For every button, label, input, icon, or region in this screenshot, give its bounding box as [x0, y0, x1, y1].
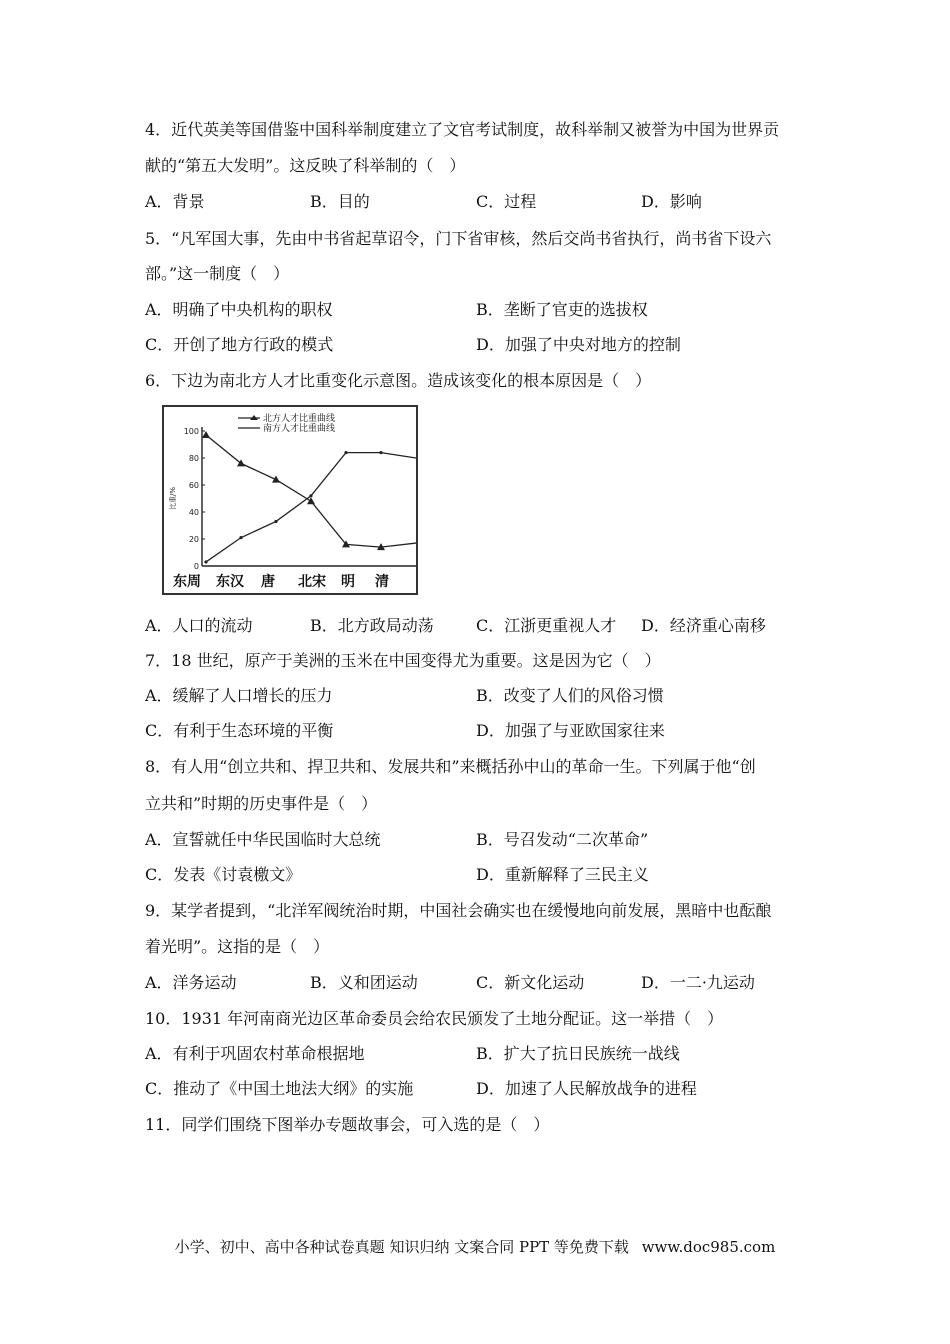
q8-option-c: C．发表《讨袁檄文》 [145, 865, 302, 884]
chart-point-triangle [272, 476, 280, 483]
talent-ratio-chart [162, 405, 418, 595]
chart-point-triangle [202, 431, 210, 438]
chart-series-line [206, 453, 416, 562]
q10-option-c: C．推动了《中国土地法大纲》的实施 [145, 1079, 414, 1098]
chart-series-line [206, 435, 416, 547]
q7-option-a: A．缓解了人口增长的压力 [145, 686, 333, 705]
chart-x-category-label: 东周 [173, 574, 201, 590]
chart-series [202, 431, 416, 564]
q4-option-a: A．背景 [145, 192, 205, 211]
chart-y-tick-label: 60 [188, 481, 199, 490]
legend-label: 北方人才比重曲线 [263, 414, 336, 424]
chart-y-tick-label: 20 [188, 535, 199, 544]
q5-stem-line1: 5．“凡军国大事，先由中书省起草诏令，门下省审核，然后交尚书省执行，尚书省下设六 [145, 229, 772, 248]
q8-stem-line1: 8．有人用“创立共和、捍卫共和、发展共和”来概括孙中山的革命一生。下列属于他“创 [145, 757, 756, 776]
chart-y-tick-label: 0 [193, 562, 199, 571]
chart-point-dot [344, 451, 347, 454]
q6-option-c: C．江浙更重视人才 [476, 616, 617, 635]
q5-option-c: C．开创了地方行政的模式 [145, 335, 334, 354]
chart-point-dot [274, 520, 277, 523]
chart-x-category-label: 清 [375, 574, 389, 590]
q9-option-c: C．新文化运动 [476, 973, 585, 992]
chart-y-tick-label: 80 [188, 454, 199, 463]
page-footer [0, 1237, 950, 1257]
q10-option-a: A．有利于巩固农村革命根据地 [145, 1044, 365, 1063]
q7-option-c: C．有利于生态环境的平衡 [145, 721, 334, 740]
chart-y-tick-label: 100 [183, 427, 199, 436]
chart-x-categories [173, 573, 389, 590]
q9-stem-line1: 9．某学者提到，“北洋军阀统治时期，中国社会确实也在缓慢地向前发展，黑暗中也酝酿 [145, 901, 772, 920]
q8-stem-line2: 立共和”时期的历史事件是（ ） [145, 794, 378, 813]
chart-point-dot [204, 560, 207, 563]
q5-option-b: B．垄断了官吏的选拔权 [476, 300, 648, 319]
q9-option-d: D．一二·九运动 [641, 973, 755, 992]
chart-y-tick-label: 40 [188, 508, 199, 517]
q4-stem-line2: 献的“第五大发明”。这反映了科举制的（ ） [145, 156, 466, 175]
chart-point-dot [239, 536, 242, 539]
q4-option-d: D．影响 [641, 192, 702, 211]
q10-option-b: B．扩大了抗日民族统一战线 [476, 1044, 680, 1063]
chart-legend [238, 412, 335, 434]
q8-option-a: A．宣誓就任中华民国临时大总统 [145, 830, 381, 849]
q7-option-d: D．加强了与亚欧国家往来 [476, 721, 665, 740]
chart-x-category-label: 明 [341, 574, 355, 590]
q6-option-d: D．经济重心南移 [641, 616, 766, 635]
q7-option-b: B．改变了人们的风俗习惯 [476, 686, 664, 705]
chart-y-axis-label: 比重/% [169, 486, 177, 511]
q9-option-a: A．洋务运动 [145, 973, 237, 992]
q4-option-b: B．目的 [310, 192, 370, 211]
q9-stem-line2: 着光明”。这指的是（ ） [145, 937, 330, 956]
q5-stem-line2: 部。”这一制度（ ） [145, 264, 290, 283]
q10-stem-line1: 10．1931 年河南商光边区革命委员会给农民颁发了土地分配证。这一举措（ ） [145, 1009, 724, 1028]
q8-option-b: B．号召发动“二次革命” [476, 830, 649, 849]
chart-x-category-label: 唐 [261, 574, 275, 590]
q5-option-a: A．明确了中央机构的职权 [145, 300, 333, 319]
chart-point-dot [309, 494, 312, 497]
chart-x-category-label: 北宋 [298, 574, 326, 590]
q9-option-b: B．义和团运动 [310, 973, 418, 992]
q11-stem-line1: 11．同学们围绕下图举办专题故事会，可入选的是（ ） [145, 1115, 550, 1134]
chart-x-category-label: 东汉 [216, 574, 244, 590]
chart-svg [164, 407, 416, 593]
footer-text: 小学、初中、高中各种试卷真题 知识归纳 文案合同 PPT 等免费下载 [174, 1238, 629, 1256]
q10-option-d: D．加速了人民解放战争的进程 [476, 1079, 697, 1098]
q8-option-d: D．重新解释了三民主义 [476, 865, 649, 884]
legend-label: 南方人才比重曲线 [263, 424, 336, 434]
footer-site-link[interactable]: www.doc985.com [641, 1238, 776, 1256]
q7-stem-line1: 7．18 世纪，原产于美洲的玉米在中国变得尤为重要。这是因为它（ ） [145, 651, 661, 670]
q6-stem-line1: 6．下边为南北方人才比重变化示意图。造成该变化的根本原因是（ ） [145, 371, 652, 390]
q6-option-b: B．北方政局动荡 [310, 616, 434, 635]
q6-option-a: A．人口的流动 [145, 616, 253, 635]
q4-option-c: C．过程 [476, 192, 537, 211]
chart-point-dot [379, 451, 382, 454]
q5-option-d: D．加强了中央对地方的控制 [476, 335, 681, 354]
q4-stem-line1: 4．近代英美等国借鉴中国科举制度建立了文官考试制度，故科举制又被誉为中国为世界贡 [145, 120, 780, 139]
